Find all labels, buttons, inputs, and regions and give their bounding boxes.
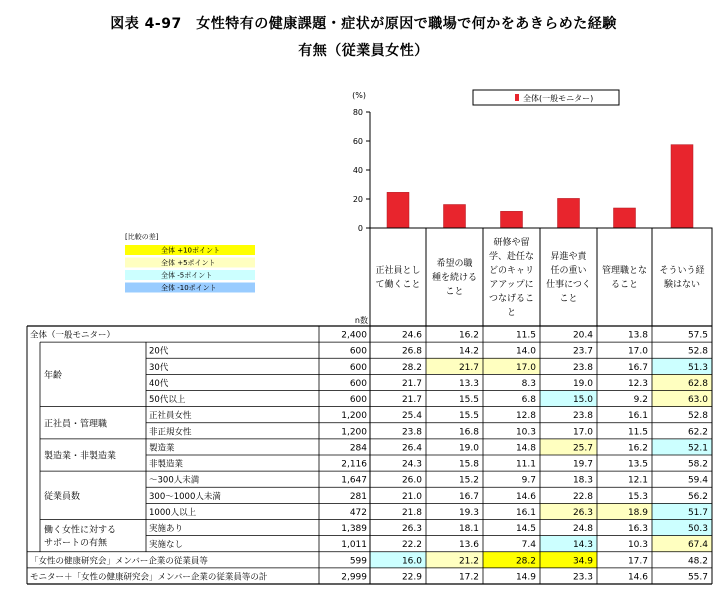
n-value: 2,116 <box>341 459 367 470</box>
compare-legend-label: 全体 +10ポイント <box>161 246 220 255</box>
value-cell: 16.7 <box>627 362 648 373</box>
value-cell: 14.0 <box>515 346 536 357</box>
column-header: 希望の職 <box>436 259 473 269</box>
value-cell: 14.6 <box>627 572 648 583</box>
value-cell: 14.5 <box>515 524 536 535</box>
row-label: 300〜1000人未満 <box>149 491 221 502</box>
value-cell: 12.3 <box>627 378 648 389</box>
group-label: 製造業・非製造業 <box>44 451 117 462</box>
value-cell: 52.1 <box>687 443 708 454</box>
value-cell: 13.3 <box>458 378 479 389</box>
value-cell: 28.2 <box>401 362 422 373</box>
value-cell: 13.5 <box>627 459 648 470</box>
value-cell: 62.2 <box>687 427 708 438</box>
value-cell: 16.3 <box>627 524 648 535</box>
value-cell: 13.8 <box>627 330 648 341</box>
value-cell: 11.5 <box>627 427 648 438</box>
row-label: 「女性の健康研究会」メンバー企業の従業員等 <box>30 556 208 567</box>
column-header: こと <box>559 294 578 304</box>
bar <box>614 208 636 228</box>
value-cell: 11.5 <box>515 330 536 341</box>
row-label: 全体（一般モニター） <box>30 330 116 341</box>
bar <box>387 192 409 228</box>
value-cell: 12.1 <box>627 475 648 486</box>
row-label: 40代 <box>149 378 169 389</box>
value-cell: 15.3 <box>627 491 648 502</box>
value-cell: 25.4 <box>401 411 422 422</box>
n-value: 600 <box>349 362 367 373</box>
value-cell: 22.9 <box>401 572 422 583</box>
n-value: 1,200 <box>341 427 367 438</box>
n-value: 1,200 <box>341 411 367 422</box>
column-header: 仕事につく <box>546 280 591 290</box>
row-label: 〜300人未満 <box>149 475 200 486</box>
value-cell: 57.5 <box>687 330 708 341</box>
value-cell: 21.2 <box>458 556 479 567</box>
row-label: 1000人以上 <box>149 507 197 518</box>
y-tick-label: 80 <box>352 108 363 117</box>
value-cell: 15.5 <box>458 411 479 422</box>
row-label: 正社員女性 <box>149 411 192 422</box>
chart-title-line1: 図表 4-97 女性特有の健康課題・症状が原因で職場で何かをあきらめた経験 <box>110 16 617 32</box>
legend-label: 全体(一般モニター) <box>523 94 594 103</box>
value-cell: 26.4 <box>401 443 422 454</box>
value-cell: 23.8 <box>572 411 593 422</box>
column-header: 任の重い <box>550 266 587 276</box>
value-cell: 52.8 <box>687 346 708 357</box>
n-value: 1,647 <box>341 475 367 486</box>
value-cell: 22.8 <box>572 491 593 502</box>
value-cell: 15.2 <box>458 475 479 486</box>
column-header: 研修や留 <box>493 238 530 248</box>
value-cell: 21.0 <box>401 491 422 502</box>
group-label: 正社員・管理職 <box>44 419 108 430</box>
value-cell: 22.2 <box>401 540 422 551</box>
value-cell: 16.7 <box>458 491 479 502</box>
y-tick-label: 20 <box>352 195 363 204</box>
bar <box>671 145 693 228</box>
value-cell: 8.3 <box>521 378 536 389</box>
value-cell: 23.8 <box>572 362 593 373</box>
n-value: 600 <box>349 395 367 406</box>
value-cell: 6.8 <box>521 395 536 406</box>
value-cell: 19.0 <box>458 443 479 454</box>
value-cell: 15.8 <box>458 459 479 470</box>
n-value: 600 <box>349 378 367 389</box>
value-cell: 59.4 <box>687 475 708 486</box>
value-cell: 58.2 <box>687 459 708 470</box>
value-cell: 26.3 <box>572 507 593 518</box>
value-cell: 21.7 <box>458 362 479 373</box>
n-value: 600 <box>349 346 367 357</box>
compare-legend-label: 全体 -10ポイント <box>161 284 217 292</box>
value-cell: 23.8 <box>401 427 422 438</box>
value-cell: 23.7 <box>572 346 593 357</box>
row-label: 実施なし <box>149 540 184 551</box>
column-header: 験はない <box>663 280 701 290</box>
column-header: 正社員とし <box>375 266 421 276</box>
n-value: 281 <box>349 491 367 502</box>
compare-legend-title: [比較の差] <box>125 233 159 241</box>
value-cell: 56.2 <box>687 491 708 502</box>
column-header: 昇進や責 <box>550 252 587 262</box>
value-cell: 55.7 <box>687 572 708 583</box>
group-label: サポートの有無 <box>44 538 108 549</box>
value-cell: 16.1 <box>627 411 648 422</box>
value-cell: 17.7 <box>627 556 648 567</box>
n-value: 1,389 <box>341 524 367 535</box>
value-cell: 18.9 <box>627 507 648 518</box>
value-cell: 11.1 <box>515 459 536 470</box>
value-cell: 23.3 <box>572 572 593 583</box>
value-cell: 24.6 <box>401 330 422 341</box>
value-cell: 14.3 <box>572 540 593 551</box>
value-cell: 67.4 <box>687 540 708 551</box>
value-cell: 16.2 <box>458 330 479 341</box>
column-header: どのキャリ <box>488 266 535 276</box>
value-cell: 16.0 <box>401 556 422 567</box>
value-cell: 52.8 <box>687 411 708 422</box>
value-cell: 16.1 <box>515 507 536 518</box>
value-cell: 63.0 <box>687 395 708 406</box>
value-cell: 26.3 <box>401 524 422 535</box>
n-value: 2,999 <box>341 572 367 583</box>
row-label: 非製造業 <box>149 459 184 470</box>
value-cell: 14.9 <box>515 572 536 583</box>
value-cell: 17.0 <box>572 427 593 438</box>
chart-title-line2: 有無（従業員女性） <box>298 43 429 59</box>
value-cell: 14.8 <box>515 443 536 454</box>
column-header: 学、赴任な <box>488 252 535 262</box>
value-cell: 17.2 <box>458 572 479 583</box>
header-box <box>370 228 712 326</box>
group-label: 従業員数 <box>44 491 81 502</box>
row-label: 非正規女性 <box>149 427 192 438</box>
row-label: モニター＋「女性の健康研究会」メンバー企業の従業員等の計 <box>30 572 268 583</box>
group-label: 年齢 <box>44 370 63 381</box>
value-cell: 12.8 <box>515 411 536 422</box>
value-cell: 18.3 <box>572 475 593 486</box>
value-cell: 26.8 <box>401 346 422 357</box>
value-cell: 17.0 <box>515 362 536 373</box>
value-cell: 62.8 <box>687 378 708 389</box>
value-cell: 24.8 <box>572 524 593 535</box>
n-value: 284 <box>349 443 367 454</box>
column-header: そういう経 <box>659 266 705 276</box>
row-label: 30代 <box>149 362 169 373</box>
value-cell: 21.7 <box>401 395 422 406</box>
value-cell: 51.7 <box>687 507 708 518</box>
value-cell: 16.2 <box>627 443 648 454</box>
value-cell: 18.1 <box>458 524 479 535</box>
value-cell: 19.0 <box>572 378 593 389</box>
value-cell: 48.2 <box>687 556 708 567</box>
column-header: つなげるこ <box>488 294 535 304</box>
value-cell: 14.6 <box>515 491 536 502</box>
n-value: 599 <box>349 556 367 567</box>
y-tick-label: 0 <box>357 224 363 233</box>
y-axis-label: (%) <box>352 91 366 100</box>
bar <box>558 198 580 228</box>
value-cell: 15.5 <box>458 395 479 406</box>
value-cell: 26.0 <box>401 475 422 486</box>
legend-swatch <box>515 94 519 101</box>
row-label: 実施あり <box>149 524 184 535</box>
column-header: 管理職とな <box>601 266 648 276</box>
column-header: と <box>506 308 517 318</box>
column-header: て働くこと <box>375 280 421 290</box>
compare-legend-label: 全体 +5ポイント <box>161 259 216 267</box>
column-header: 種を続ける <box>431 273 478 283</box>
value-cell: 16.8 <box>458 427 479 438</box>
value-cell: 51.3 <box>687 362 708 373</box>
value-cell: 50.3 <box>687 524 708 535</box>
value-cell: 19.7 <box>572 459 593 470</box>
bar <box>444 205 466 228</box>
value-cell: 21.7 <box>401 378 422 389</box>
value-cell: 10.3 <box>627 540 648 551</box>
column-header: ること <box>610 280 639 290</box>
group-label: 働く女性に対する <box>44 525 117 536</box>
value-cell: 17.0 <box>627 346 648 357</box>
value-cell: 25.7 <box>572 443 593 454</box>
bar <box>501 211 523 228</box>
value-cell: 21.8 <box>401 507 422 518</box>
y-tick-label: 40 <box>352 166 363 175</box>
value-cell: 9.2 <box>633 395 648 406</box>
row-label: 20代 <box>149 346 169 357</box>
row-label: 50代以上 <box>149 395 186 406</box>
column-header: こと <box>445 287 464 297</box>
y-tick-label: 60 <box>352 137 363 146</box>
value-cell: 20.4 <box>572 330 593 341</box>
value-cell: 24.3 <box>401 459 422 470</box>
value-cell: 13.6 <box>458 540 479 551</box>
value-cell: 10.3 <box>515 427 536 438</box>
compare-legend-label: 全体 -5ポイント <box>161 271 213 280</box>
value-cell: 9.7 <box>521 475 536 486</box>
n-header: n数 <box>354 316 368 325</box>
value-cell: 19.3 <box>458 507 479 518</box>
n-value: 2,400 <box>341 330 367 341</box>
row-label: 製造業 <box>149 443 175 454</box>
value-cell: 28.2 <box>515 556 536 567</box>
value-cell: 7.4 <box>521 540 536 551</box>
column-header: アアップに <box>489 280 534 290</box>
n-value: 1,011 <box>341 540 367 551</box>
value-cell: 34.9 <box>572 556 593 567</box>
value-cell: 14.2 <box>458 346 479 357</box>
n-value: 472 <box>349 507 367 518</box>
value-cell: 15.0 <box>572 395 593 406</box>
